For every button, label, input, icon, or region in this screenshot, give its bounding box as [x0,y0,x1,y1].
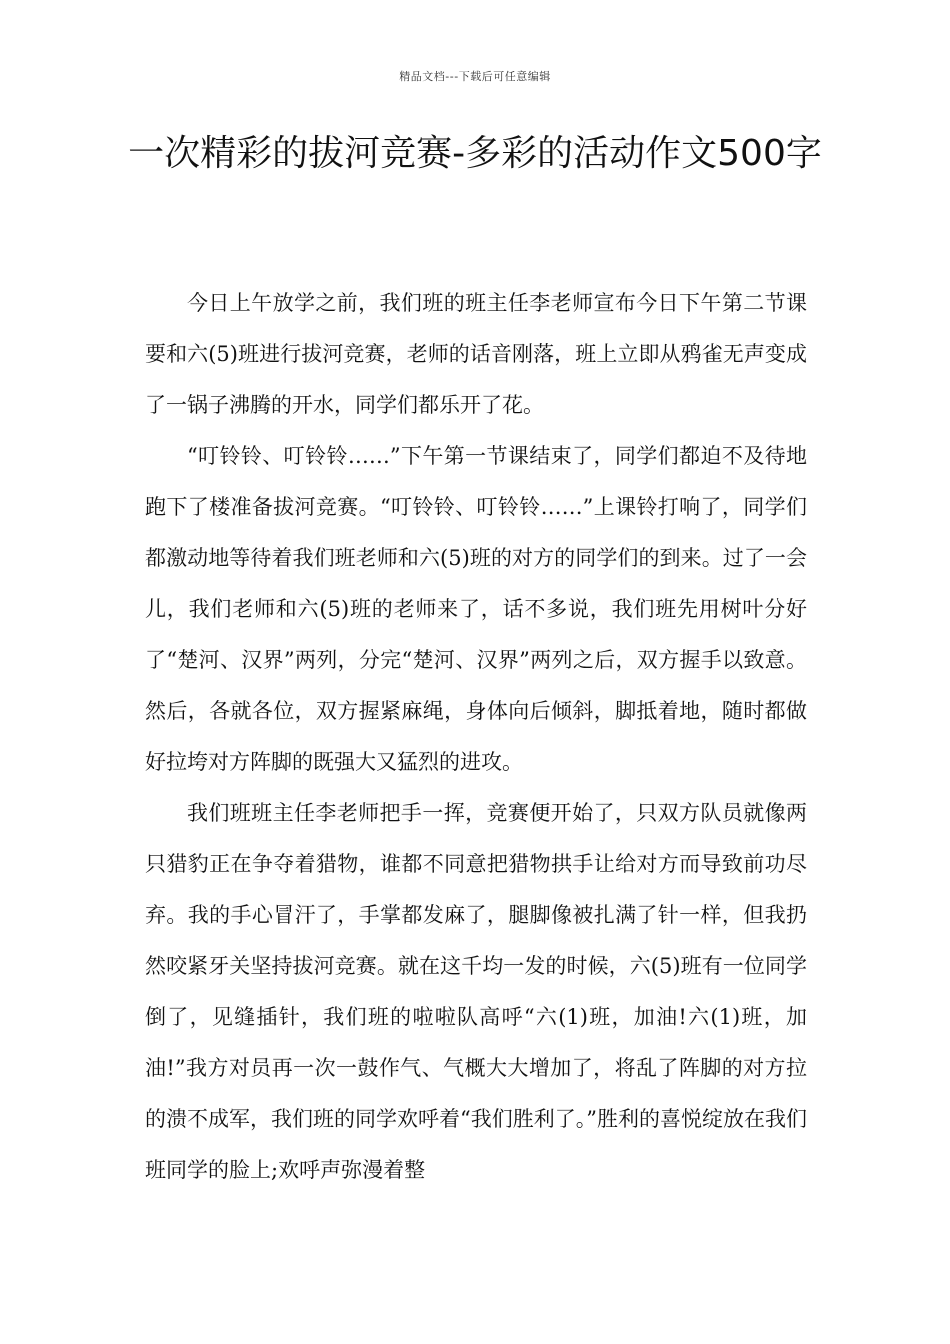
paragraph-3: 我们班班主任李老师把手一挥，竞赛便开始了，只双方队员就像两只猎豹正在争夺着猎物，谁都不同意把猎物拱手让给对方而导致前功尽弃。我的手心冒汗了，手掌都发麻了，腿脚像被扎满了针一样，但我扔然咬紧牙关坚持拔河竞赛。就在这千均一发的时候，六(5)班有一位同学倒了，见缝插针，我们班的啦啦队高呼“六(1)班，加油!六(1)班，加油!”我方对员再一次一鼓作气、气概大大增加了，将乱了阵脚的对方拉的溃不成军，我们班的同学欢呼着“我们胜利了。”胜利的喜悦绽放在我们班同学的脸上;欢呼声弥漫着整 [145,801,807,1182]
paragraph-1: 今日上午放学之前，我们班的班主任李老师宣布今日下午第二节课要和六(5)班进行拔河竞赛，老师的话音刚落，班上立即从鸦雀无声变成了一锅子沸腾的开水，同学们都乐开了花。 [145,291,807,417]
header-note: 精品文档---下载后可任意编辑 [399,70,551,83]
paragraph-2: “叮铃铃、叮铃铃……”下午第一节课结束了，同学们都迫不及待地跑下了楼准备拔河竞赛。“叮铃铃、叮铃铃……”上课铃打响了，同学们都激动地等待着我们班老师和六(5)班的对方的同学们的到来。过了一会儿，我们老师和六(5)班的老师来了，话不多说，我们班先用树叶分好了“楚河、汉界”两列，分完“楚河、汉界”两列之后，双方握手以致意。然后，各就各位，双方握紧麻绳，身体向后倾斜，脚抵着地，随时都做好拉垮对方阵脚的既强大又猛烈的进攻。 [145,444,807,774]
document-title: 一次精彩的拔河竞赛-多彩的活动作文500字 [128,133,822,174]
document-body [145,278,807,1196]
